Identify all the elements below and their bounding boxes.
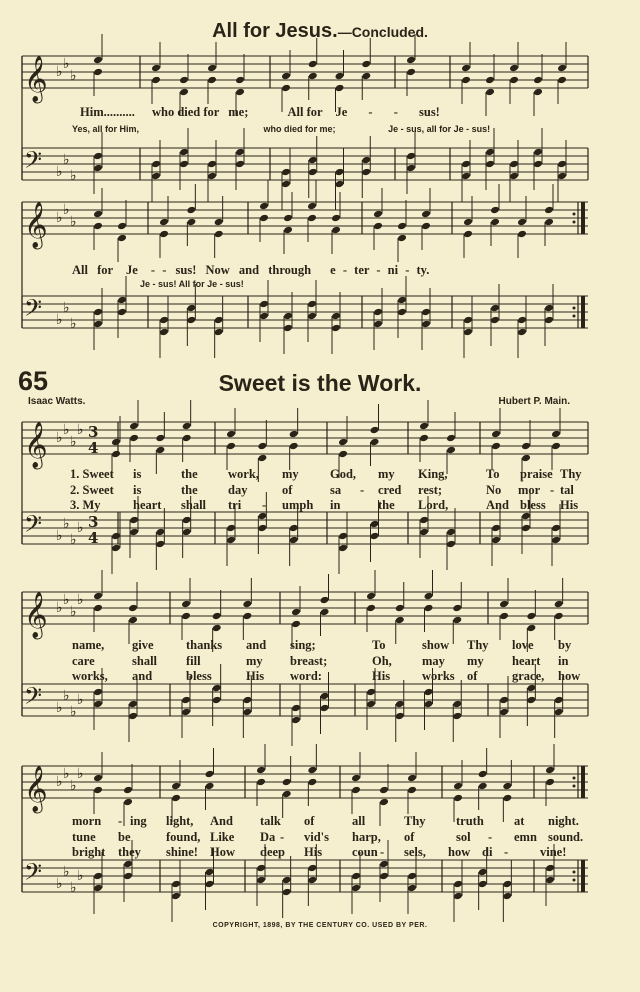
- lyric-syllable: my: [378, 467, 395, 481]
- lyric-syllable: Like: [210, 830, 235, 844]
- lyric-syllable: truth: [456, 814, 484, 828]
- lyric-syllable: of: [304, 814, 315, 828]
- lyric-syllable: His: [372, 669, 391, 683]
- lyric-syllable: To: [486, 467, 500, 481]
- lyric-line: Yes, all for Him, who died for me; Je - sus, all for Je - sus!: [72, 124, 491, 134]
- lyric-syllable: the: [181, 467, 198, 481]
- hymn-title: Sweet is the Work.: [218, 370, 422, 396]
- lyric-syllable: di: [482, 845, 493, 859]
- lyric-syllable: name,: [72, 638, 105, 652]
- lyric-syllable: To: [372, 638, 386, 652]
- svg-text:♭: ♭: [56, 600, 63, 616]
- svg-text:♭: ♭: [56, 700, 63, 716]
- svg-text:♭: ♭: [70, 880, 77, 896]
- lyric-syllable: grace,: [512, 669, 545, 683]
- svg-text:𝄞: 𝄞: [24, 592, 48, 638]
- svg-text:♭: ♭: [77, 766, 84, 782]
- lyric-syllable: shall: [132, 654, 158, 668]
- svg-text:♭: ♭: [56, 430, 63, 446]
- lyric-syllable: word:: [290, 669, 322, 683]
- lyric-syllable: night.: [548, 814, 579, 828]
- lyric-syllable: tal: [560, 483, 574, 497]
- svg-text:♭: ♭: [70, 704, 77, 720]
- svg-text:𝄢: 𝄢: [24, 510, 43, 543]
- svg-text:♭: ♭: [63, 766, 70, 782]
- lyric-syllable: -: [118, 814, 123, 828]
- svg-text:𝄞: 𝄞: [24, 766, 48, 812]
- svg-text:♭: ♭: [77, 520, 84, 536]
- lyric-syllable: is: [133, 483, 142, 497]
- svg-text:3: 3: [88, 423, 99, 441]
- svg-text:♭: ♭: [77, 692, 84, 708]
- svg-text:𝄢: 𝄢: [24, 858, 43, 891]
- lyric-syllable: show: [422, 638, 450, 652]
- lyric-line: Him.......... who died for me; All for Je - - sus!: [80, 105, 440, 119]
- svg-text:♭: ♭: [56, 312, 63, 328]
- lyric-syllable: my: [282, 467, 299, 481]
- svg-text:♭: ♭: [77, 422, 84, 438]
- lyric-syllable: care: [72, 654, 95, 668]
- lyric-syllable: bless: [520, 498, 546, 512]
- hymn-composer: Hubert P. Main.: [498, 396, 570, 407]
- lyric-syllable: vid's: [304, 830, 330, 844]
- lyric-syllable: day: [228, 483, 248, 497]
- lyric-syllable: 2. Sweet: [70, 483, 114, 497]
- lyric-syllable: No: [486, 483, 502, 497]
- svg-text:♭: ♭: [63, 592, 70, 608]
- svg-text:4: 4: [88, 439, 99, 457]
- svg-text:♭: ♭: [63, 202, 70, 218]
- lyric-syllable: harp,: [352, 830, 381, 844]
- lyric-syllable: tri: [228, 498, 242, 512]
- lyric-syllable: the: [181, 483, 198, 497]
- svg-text:♭: ♭: [63, 864, 70, 880]
- lyric-syllable: And: [486, 498, 509, 512]
- lyric-syllable: coun: [352, 845, 378, 859]
- lyric-syllable: -: [550, 483, 555, 497]
- svg-text:♭: ♭: [56, 528, 63, 544]
- title-suffix: —Concluded.: [337, 24, 428, 40]
- svg-text:♭: ♭: [63, 300, 70, 316]
- lyric-syllable: His: [246, 669, 265, 683]
- lyric-syllable: 3. My: [70, 498, 101, 512]
- svg-text:𝄢: 𝄢: [24, 682, 43, 715]
- lyric-syllable: praise: [520, 467, 553, 481]
- hymn-author: Isaac Watts.: [28, 396, 86, 407]
- svg-text:𝄢: 𝄢: [24, 146, 43, 179]
- title-text: All for Jesus.: [212, 20, 338, 42]
- lyric-syllable: His: [560, 498, 579, 512]
- lyric-syllable: how: [558, 669, 581, 683]
- lyric-syllable: morn: [72, 814, 102, 828]
- svg-text:♭: ♭: [70, 604, 77, 620]
- lyric-syllable: may: [422, 654, 445, 668]
- lyric-syllable: sol: [456, 830, 471, 844]
- svg-text:♭: ♭: [70, 68, 77, 84]
- svg-text:𝄞: 𝄞: [24, 422, 48, 468]
- lyric-syllable: -: [488, 830, 493, 844]
- lyric-line: Je - sus! All for Je - sus!: [140, 279, 244, 289]
- lyric-syllable: work,: [228, 467, 259, 481]
- lyric-syllable: heart: [133, 498, 162, 512]
- svg-text:♭: ♭: [70, 168, 77, 184]
- svg-text:♭: ♭: [63, 422, 70, 438]
- lyric-syllable: heart: [512, 654, 541, 668]
- lyric-syllable: bright: [72, 845, 106, 859]
- lyric-syllable: Lord,: [418, 498, 449, 512]
- lyric-syllable: His: [304, 845, 323, 859]
- svg-text:♭: ♭: [56, 164, 63, 180]
- lyric-syllable: Thy: [404, 814, 426, 828]
- lyric-syllable: cred: [378, 483, 402, 497]
- lyric-syllable: vine!: [540, 845, 567, 859]
- lyric-syllable: be: [118, 830, 131, 844]
- lyric-syllable: in: [558, 654, 569, 668]
- lyric-syllable: the: [378, 498, 395, 512]
- lyric-syllable: fill: [186, 654, 201, 668]
- lyric-syllable: rest;: [418, 483, 443, 497]
- lyric-syllable: and: [132, 669, 153, 683]
- lyric-syllable: works: [422, 669, 455, 683]
- svg-text:♭: ♭: [63, 516, 70, 532]
- lyric-syllable: works,: [72, 669, 108, 683]
- svg-text:♭: ♭: [77, 592, 84, 608]
- svg-text:♭: ♭: [70, 434, 77, 450]
- lyric-syllable: mor: [518, 483, 541, 497]
- svg-text:♭: ♭: [70, 532, 77, 548]
- svg-text:3: 3: [88, 513, 99, 531]
- svg-text:♭: ♭: [70, 214, 77, 230]
- lyric-syllable: Thy: [467, 638, 489, 652]
- lyric-syllable: -: [262, 498, 267, 512]
- svg-text:♭: ♭: [63, 56, 70, 72]
- svg-text:4: 4: [88, 529, 99, 547]
- lyric-syllable: -: [280, 830, 285, 844]
- lyric-syllable: Oh,: [372, 654, 392, 668]
- svg-text:♭: ♭: [70, 316, 77, 332]
- lyric-line: All for Je - - sus! Now and through e - ter - ni - ty.: [72, 263, 430, 277]
- lyric-syllable: is: [133, 467, 142, 481]
- lyric-syllable: shall: [181, 498, 207, 512]
- lyric-syllable: talk: [260, 814, 281, 828]
- lyric-syllable: umph: [282, 498, 314, 512]
- lyric-syllable: they: [118, 845, 141, 859]
- lyric-syllable: thanks: [186, 638, 223, 652]
- lyric-syllable: light,: [166, 814, 194, 828]
- lyric-syllable: bless: [186, 669, 212, 683]
- lyric-syllable: my: [467, 654, 484, 668]
- lyric-syllable: King,: [418, 467, 448, 481]
- lyric-syllable: -: [380, 845, 385, 859]
- lyric-syllable: of: [282, 483, 293, 497]
- lyric-syllable: at: [514, 814, 525, 828]
- lyric-syllable: deep: [260, 845, 285, 859]
- lyric-syllable: of: [467, 669, 478, 683]
- lyric-syllable: -: [360, 483, 365, 497]
- lyric-syllable: give: [132, 638, 154, 652]
- lyric-syllable: emn: [514, 830, 537, 844]
- lyric-syllable: 1. Sweet: [70, 467, 114, 481]
- svg-text:𝄢: 𝄢: [24, 294, 43, 327]
- lyric-syllable: and: [246, 638, 267, 652]
- lyric-syllable: Thy: [560, 467, 582, 481]
- lyric-syllable: breast;: [290, 654, 328, 668]
- svg-text:♭: ♭: [56, 774, 63, 790]
- lyric-syllable: -: [504, 845, 509, 859]
- lyric-syllable: ing: [130, 814, 147, 828]
- svg-text:♭: ♭: [63, 688, 70, 704]
- svg-text:♭: ♭: [56, 64, 63, 80]
- lyric-syllable: how: [448, 845, 471, 859]
- lyric-syllable: of: [404, 830, 415, 844]
- copyright-line: COPYRIGHT, 1898, BY THE CENTURY CO. USED BY PER.: [212, 922, 428, 929]
- lyric-syllable: my: [246, 654, 263, 668]
- lyric-syllable: in: [330, 498, 341, 512]
- lyric-syllable: God,: [330, 467, 357, 481]
- lyric-syllable: love: [512, 638, 534, 652]
- lyric-syllable: Da: [260, 830, 276, 844]
- lyric-syllable: sing;: [290, 638, 316, 652]
- lyric-syllable: shine!: [166, 845, 198, 859]
- svg-text:♭: ♭: [70, 778, 77, 794]
- svg-text:𝄞: 𝄞: [24, 202, 48, 248]
- svg-text:♭: ♭: [77, 868, 84, 884]
- lyric-syllable: sound.: [548, 830, 584, 844]
- svg-text:𝄞: 𝄞: [24, 56, 48, 102]
- hymn-number: 65: [18, 366, 49, 396]
- svg-text:♭: ♭: [56, 876, 63, 892]
- svg-text:♭: ♭: [56, 210, 63, 226]
- lyric-syllable: How: [210, 845, 235, 859]
- lyric-syllable: found,: [166, 830, 201, 844]
- lyric-syllable: tune: [72, 830, 96, 844]
- lyric-syllable: by: [558, 638, 572, 652]
- lyric-syllable: And: [210, 814, 233, 828]
- lyric-syllable: sels,: [404, 845, 426, 859]
- lyric-syllable: sa: [330, 483, 342, 497]
- svg-text:♭: ♭: [63, 152, 70, 168]
- lyric-syllable: all: [352, 814, 366, 828]
